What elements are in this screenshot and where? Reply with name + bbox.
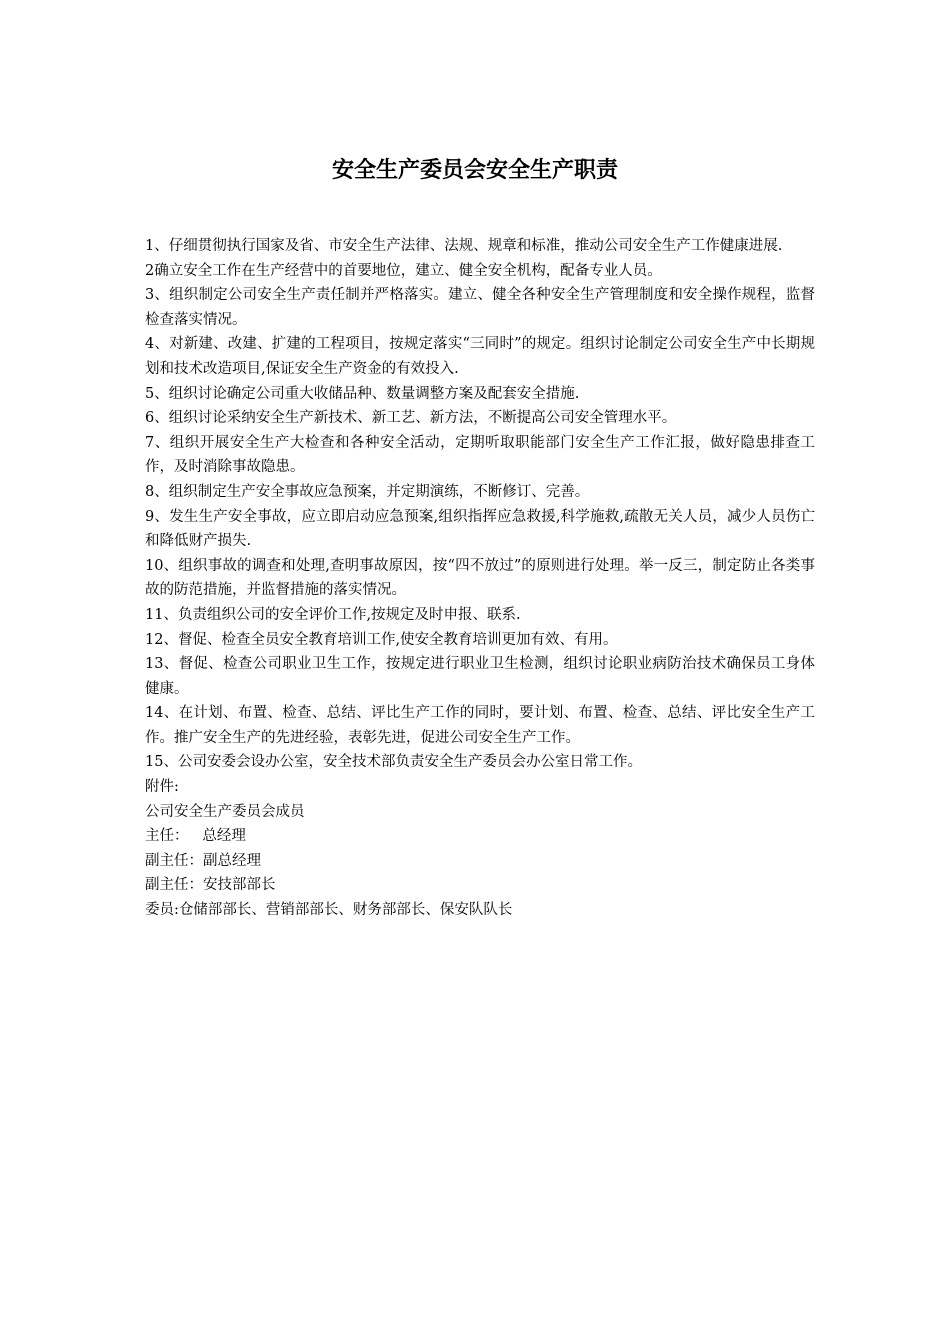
- duty-item-1: 1、仔细贯彻执行国家及省、市安全生产法律、法规、规章和标准，推动公司安全生产工作健康进展.: [145, 238, 783, 254]
- annex-label: 附件:: [145, 779, 179, 796]
- document-title: 安全生产委员会安全生产职责: [331, 158, 618, 183]
- duty-item-10: 10、组织事故的调查和处理,查明事故原因，按“四不放过”的原则进行处理。举一反三，制定防止各类事故的防范措施，并监督措施的落实情况。: [145, 557, 815, 599]
- duty-item-15: 15、公司安委会设办公室，安全技术部负责安全生产委员会办公室日常工作。: [145, 754, 642, 771]
- duty-item-8: 8、组织制定生产安全事故应急预案，并定期演练，不断修订、完善。: [145, 483, 590, 500]
- duty-item-4: 4、对新建、改建、扩建的工程项目，按规定落实“三同时”的规定。组织讨论制定公司安全生产中长期规划和技术改造项目,保证安全生产资金的有效投入.: [145, 336, 815, 377]
- annex-director: 主任： 总经理: [145, 828, 246, 845]
- duty-item-6: 6、组织讨论采纳安全生产新技术、新工艺、新方法，不断提高公司安全管理水平。: [145, 410, 677, 427]
- annex-deputy-2: 副主任：安技部部长: [145, 877, 276, 894]
- duty-item-5: 5、组织讨论确定公司重大收储品种、数量调整方案及配套安全措施.: [145, 385, 580, 402]
- duty-item-3: 3、组织制定公司安全生产责任制并严格落实。建立、健全各种安全生产管理制度和安全操作规程，监督检查落实情况。: [145, 287, 815, 328]
- annex-members: 委员:仓储部部长、营销部部长、财务部部长、保安队队长: [145, 902, 513, 919]
- annex-deputy-1: 副主任：副总经理: [145, 852, 261, 869]
- duty-item-7: 7、组织开展安全生产大检查和各种安全活动，定期听取职能部门安全生产工作汇报，做好隐患排查工作，及时消除事故隐患。: [145, 434, 815, 476]
- duty-item-13: 13、督促、检查公司职业卫生工作，按规定进行职业卫生检测，组织讨论职业病防治技术确保员工身体健康。: [145, 656, 815, 697]
- duty-item-9: 9、发生生产安全事故，应立即启动应急预案,组织指挥应急救援,科学施救,疏散无关人员，减少人员伤亡和降低财产损失.: [145, 508, 815, 550]
- duty-item-2: 2确立安全工作在生产经营中的首要地位，建立、健全安全机构，配备专业人员。: [145, 262, 662, 279]
- annex-heading: 公司安全生产委员会成员: [145, 803, 305, 820]
- document-body: [145, 234, 815, 923]
- duty-item-12: 12、督促、检查全员安全教育培训工作,使安全教育培训更加有效、有用。: [145, 631, 618, 648]
- duty-item-11: 11、负责组织公司的安全评价工作,按规定及时申报、联系.: [145, 606, 521, 623]
- duty-item-14: 14、在计划、布置、检查、总结、评比生产工作的同时，要计划、布置、检查、总结、评比安全生产工作。推广安全生产的先进经验，表彰先进，促进公司安全生产工作。: [145, 705, 815, 746]
